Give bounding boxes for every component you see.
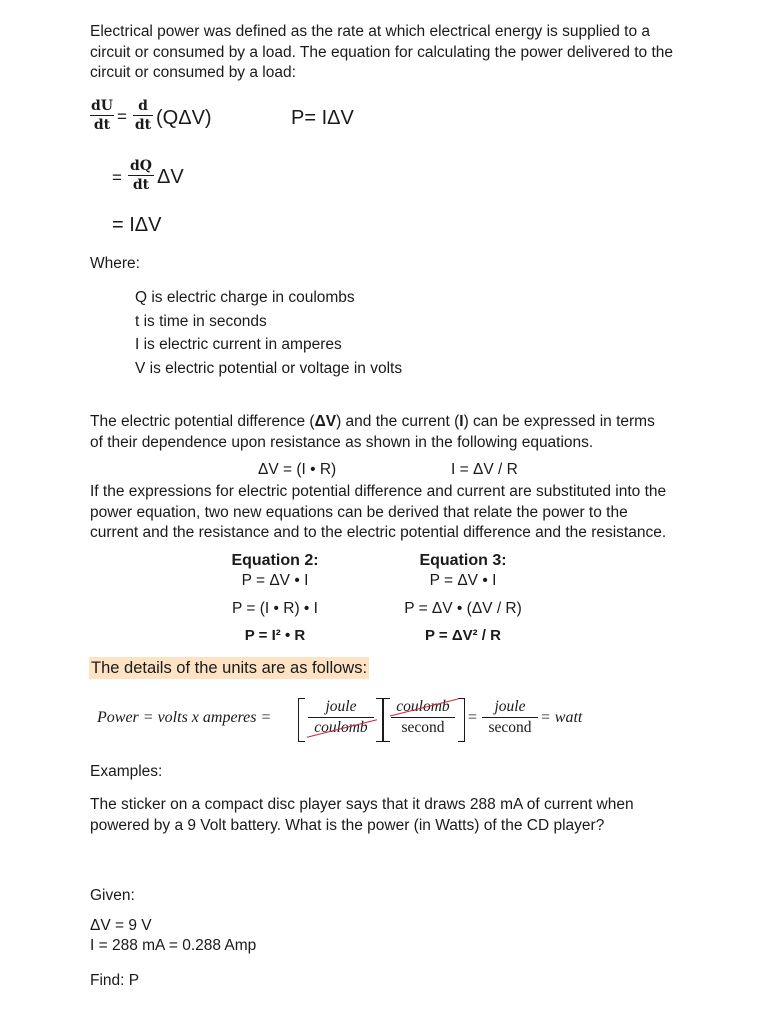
fraction-joule-second: joule second [482, 697, 538, 738]
q-delta-v: (QΔV) [156, 107, 212, 129]
fraction-coulomb-second: coulomb second [391, 697, 455, 738]
ohm-law-current: I = ΔV / R [451, 461, 518, 478]
para3-line-3: current and the resistance and to the electric potential difference and the resistance. [90, 524, 667, 541]
equation-2-title: Equation 2: [231, 552, 319, 569]
fraction-du-dt [90, 98, 114, 133]
fraction-d-dt [133, 98, 153, 133]
where-label: Where: [90, 255, 140, 272]
units-lhs: Power = volts x amperes = [97, 709, 272, 726]
frac-denominator: dt [93, 117, 111, 133]
delta-v: ΔV [157, 166, 184, 188]
list-item: Q is electric charge in coulombs [135, 289, 355, 306]
frac-numerator: d [138, 98, 148, 114]
frac-denominator: dt [132, 177, 150, 193]
power-equation: P= IΔV [291, 107, 354, 129]
example-question [90, 795, 634, 836]
resistance-paragraph [90, 412, 655, 453]
variable-list [135, 286, 402, 380]
frac-denominator: dt [134, 117, 152, 133]
final-result: = IΔV [112, 214, 162, 236]
question-line-1: The sticker on a compact disc player says that it draws 288 mA of current when [90, 796, 634, 813]
equation-3-block [393, 551, 533, 647]
equation-2-line-2: P = (I • R) • I [232, 599, 318, 617]
para3-line-1: If the expressions for electric potential difference and current are substituted into the [90, 483, 667, 500]
fraction-joule-coulomb: joule coulomb [308, 697, 374, 738]
frac-numerator: dQ [130, 158, 152, 174]
para2-line-1: The electric potential difference (ΔV) and the current (I) can be expressed in terms [90, 413, 655, 430]
examples-label: Examples: [90, 763, 163, 780]
units-equals: = [468, 709, 478, 726]
find-label: Find: P [90, 972, 140, 989]
given-current: I = 288 mA = 0.288 Amp [90, 937, 257, 954]
given-label: Given: [90, 887, 135, 904]
equation-3-line-3: P = ΔV² / R [425, 627, 501, 644]
equals-sign: = [117, 107, 127, 126]
fraction-dq-dt [128, 158, 154, 193]
units-heading: The details of the units are as follows: [91, 659, 368, 677]
intro-line-2: circuit or consumed by a load. The equation for calculating the power delivered to the [90, 43, 674, 61]
list-item: I is electric current in amperes [135, 336, 342, 354]
para2-line-2: of their dependence upon resistance as shown in the following equations. [90, 433, 594, 451]
equals-sign: = [112, 168, 122, 187]
equation-2-line-1: P = ΔV • I [241, 571, 309, 589]
question-line-2: powered by a 9 Volt battery. What is the power (in Watts) of the CD player? [90, 816, 605, 834]
equation-2-line-3: P = I² • R [244, 627, 306, 644]
para3-line-2: power equation, two new equations can be derived that relate the power to the [90, 503, 628, 521]
given-voltage: ΔV = 9 V [90, 917, 152, 934]
equation-3-line-2: P = ΔV • (ΔV / R) [404, 599, 522, 617]
equation-3-title: Equation 3: [419, 552, 507, 569]
ohm-law-voltage: ΔV = (I • R) [258, 461, 337, 478]
equation-3-line-1: P = ΔV • I [429, 571, 497, 589]
list-item: t is time in seconds [135, 312, 267, 330]
intro-line-1: Electrical power was defined as the rate at which electrical energy is supplied to a [90, 23, 651, 40]
frac-numerator: dU [91, 98, 113, 114]
list-item: V is electric potential or voltage in volts [135, 359, 403, 377]
equation-2-block [220, 551, 330, 647]
intro-paragraph [90, 22, 673, 84]
substitution-paragraph [90, 482, 666, 544]
intro-line-3: circuit or consumed by a load: [90, 64, 296, 81]
units-watt: = watt [540, 709, 583, 726]
